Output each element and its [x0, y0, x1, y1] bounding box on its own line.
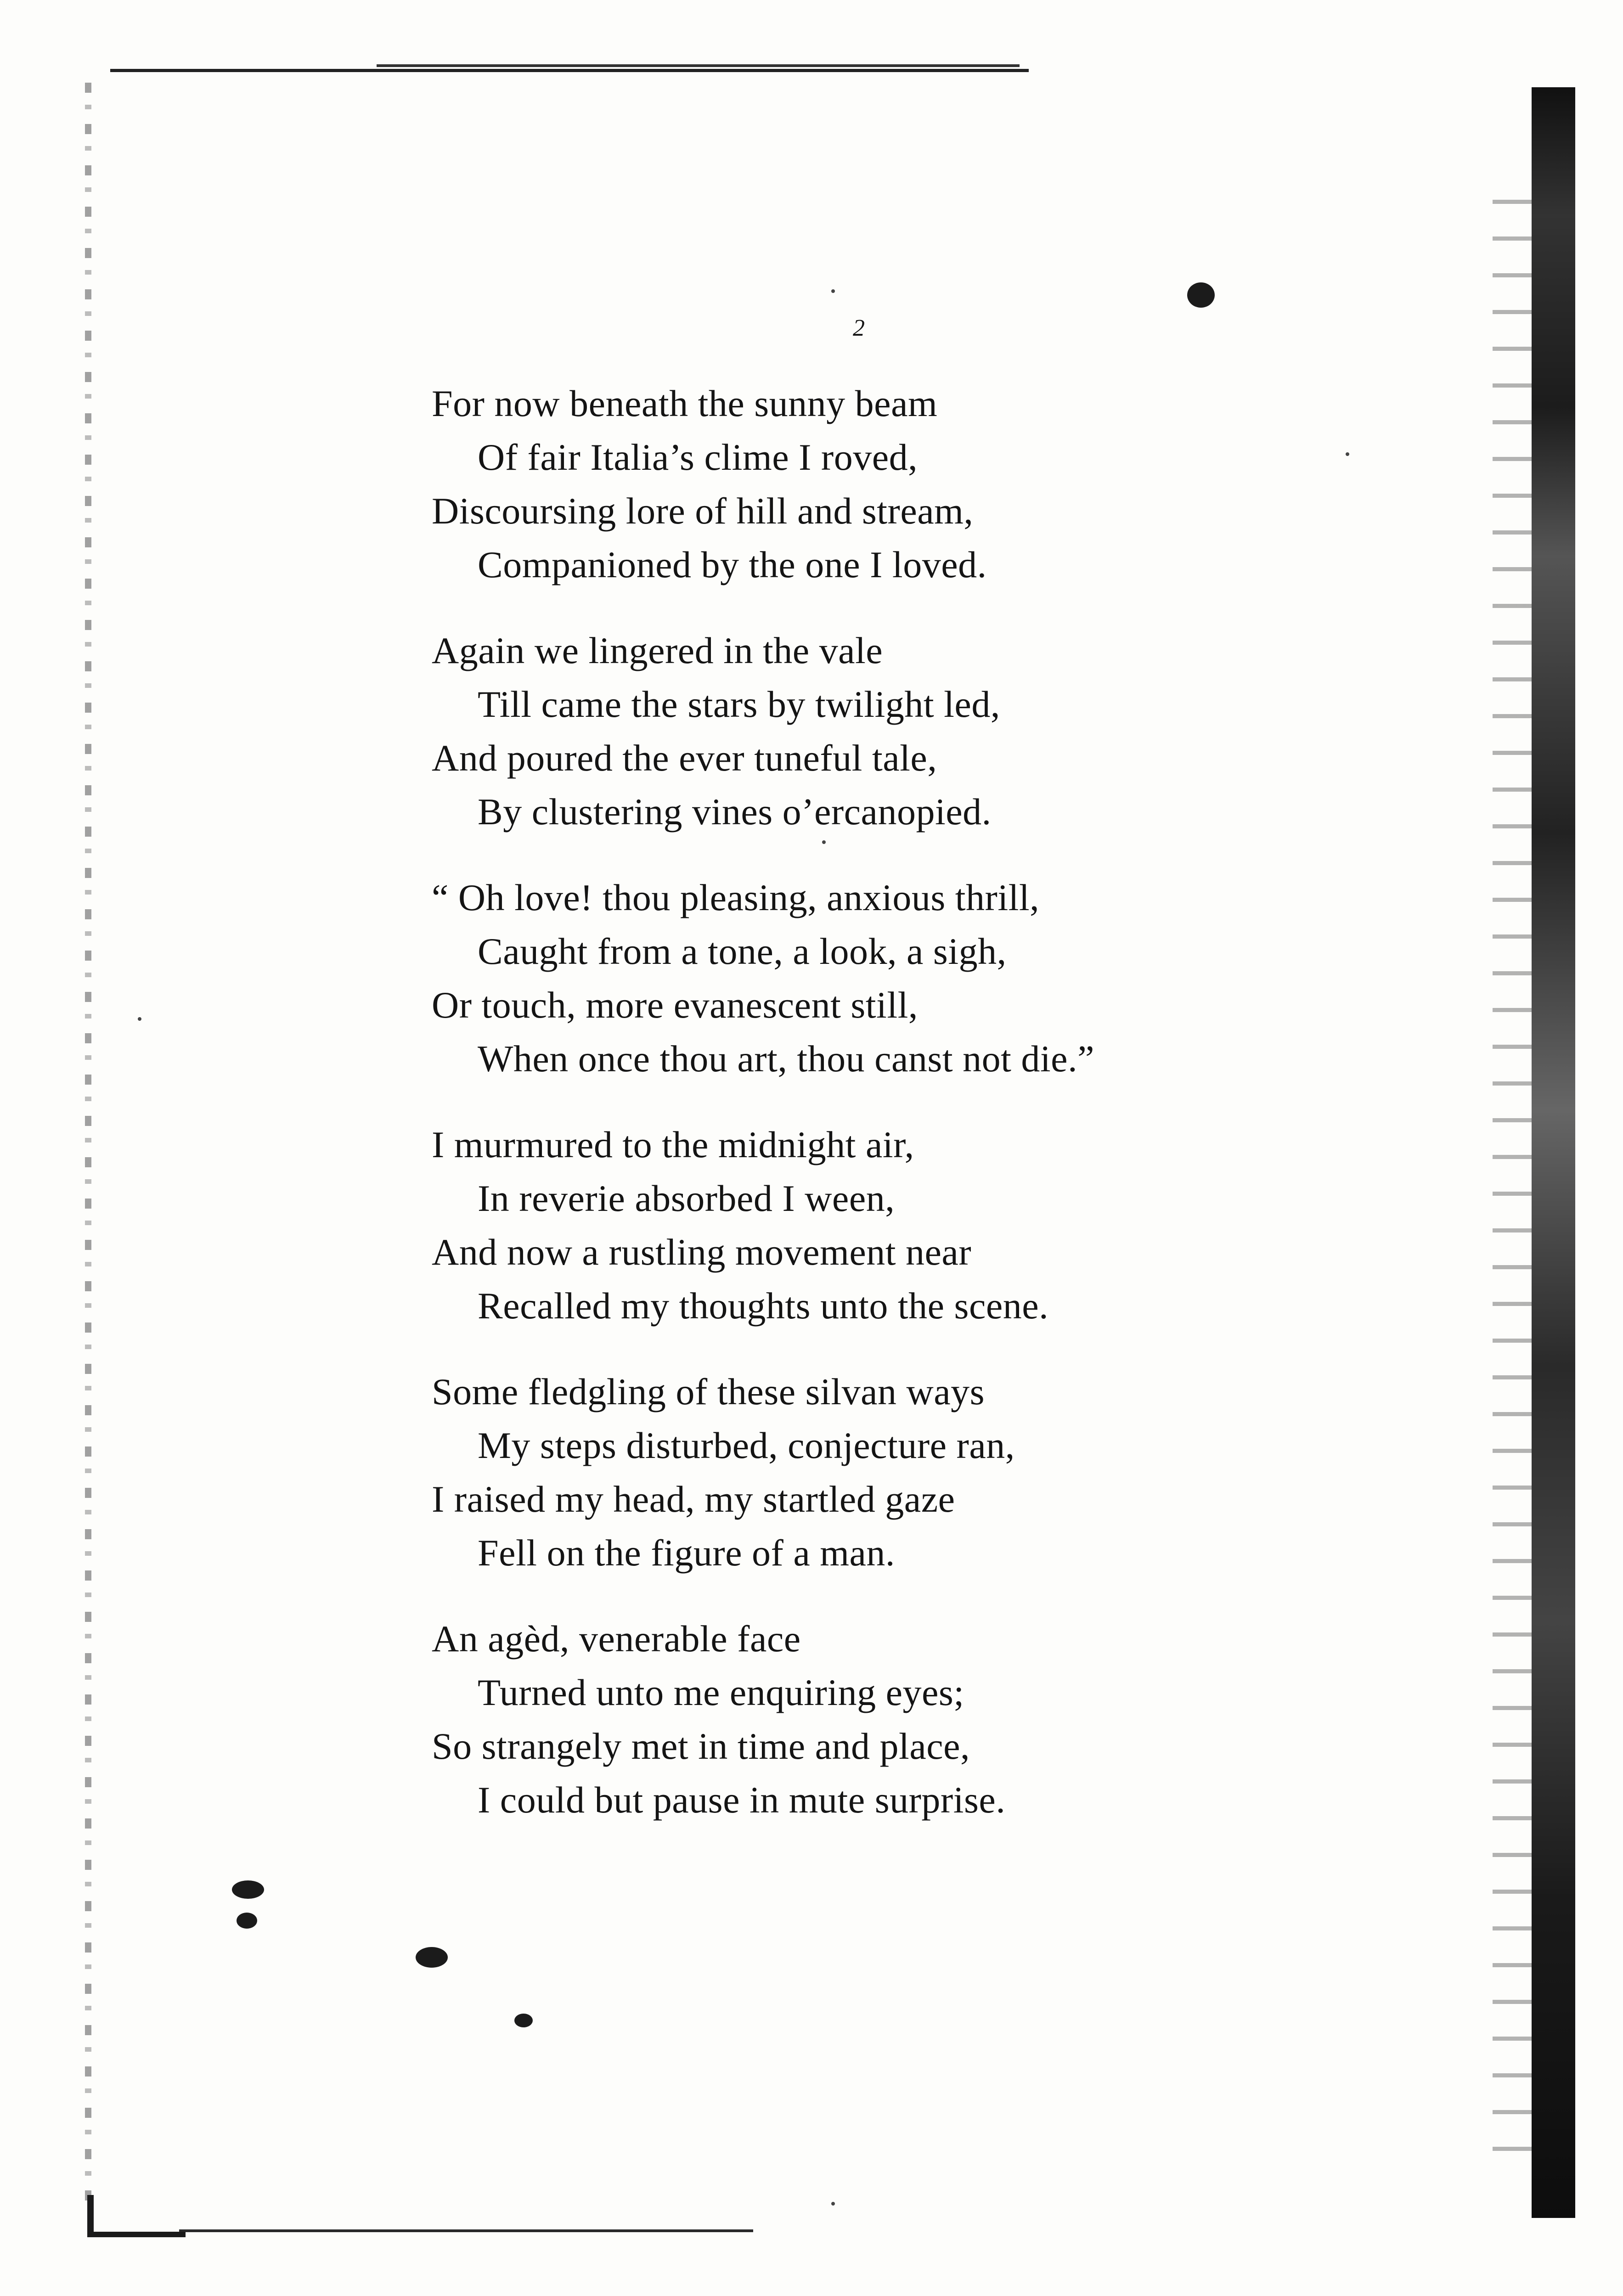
left-edge-artifact: [85, 83, 91, 2204]
poem-line: In reverie absorbed I ween,: [478, 1177, 895, 1219]
poem-line: So strangely met in time and place,: [432, 1725, 970, 1767]
ink-blot: [416, 1947, 448, 1968]
poem-line: Companioned by the one I loved.: [478, 544, 987, 585]
poem-line: Again we lingered in the vale: [432, 630, 883, 671]
poem-line: Discoursing lore of hill and stream,: [432, 490, 974, 532]
poem-line: And now a rustling movement near: [432, 1231, 972, 1273]
poem-line: By clustering vines o’ercanopied.: [478, 791, 992, 833]
stanza: [432, 1612, 1350, 1827]
ink-blot: [237, 1913, 257, 1929]
poem-line: I could but pause in mute surprise.: [478, 1779, 1006, 1821]
poem: [432, 377, 1350, 1859]
ink-fleck: [138, 1017, 141, 1021]
poem-line: Some fledgling of these silvan ways: [432, 1371, 985, 1412]
stanza: [432, 1365, 1350, 1580]
bottom-left-corner-artifact: [87, 2195, 186, 2237]
stanza: [432, 871, 1350, 1086]
poem-line: My steps disturbed, conjecture ran,: [478, 1424, 1015, 1466]
poem-line: Or touch, more evanescent still,: [432, 984, 918, 1026]
right-edge-artifact: [1532, 87, 1575, 2218]
top-rule-artifact-2: [377, 64, 1020, 67]
poem-line: Caught from a tone, a look, a sigh,: [478, 930, 1007, 972]
poem-line: An agèd, venerable face: [432, 1618, 801, 1660]
right-edge-speckle-artifact: [1493, 184, 1536, 2158]
poem-line: Turned unto me enquiring eyes;: [478, 1671, 964, 1713]
page-number: 2: [853, 315, 865, 341]
poem-line: I raised my head, my startled gaze: [432, 1478, 955, 1520]
poem-line: And poured the ever tuneful tale,: [432, 737, 937, 779]
ink-blot: [514, 2014, 533, 2027]
bottom-rule-artifact: [179, 2229, 753, 2232]
poem-line: Till came the stars by twilight led,: [478, 683, 1000, 725]
poem-line: “ Oh love! thou pleasing, anxious thrill,: [432, 877, 1040, 918]
stanza: [432, 1118, 1350, 1333]
poem-line: I murmured to the midnight air,: [432, 1124, 914, 1165]
poem-line: When once thou art, thou canst not die.”: [478, 1038, 1094, 1080]
ink-blot: [1187, 282, 1215, 308]
poem-line: Recalled my thoughts unto the scene.: [478, 1285, 1049, 1327]
poem-line: For now beneath the sunny beam: [432, 383, 938, 424]
ink-fleck: [831, 289, 835, 293]
top-rule-artifact: [110, 69, 1029, 72]
ink-blot: [232, 1880, 264, 1899]
stanza: [432, 624, 1350, 838]
poem-line: Of fair Italia’s clime I roved,: [478, 436, 918, 478]
stanza: [432, 377, 1350, 591]
ink-fleck: [831, 2202, 835, 2206]
poem-line: Fell on the figure of a man.: [478, 1532, 895, 1574]
